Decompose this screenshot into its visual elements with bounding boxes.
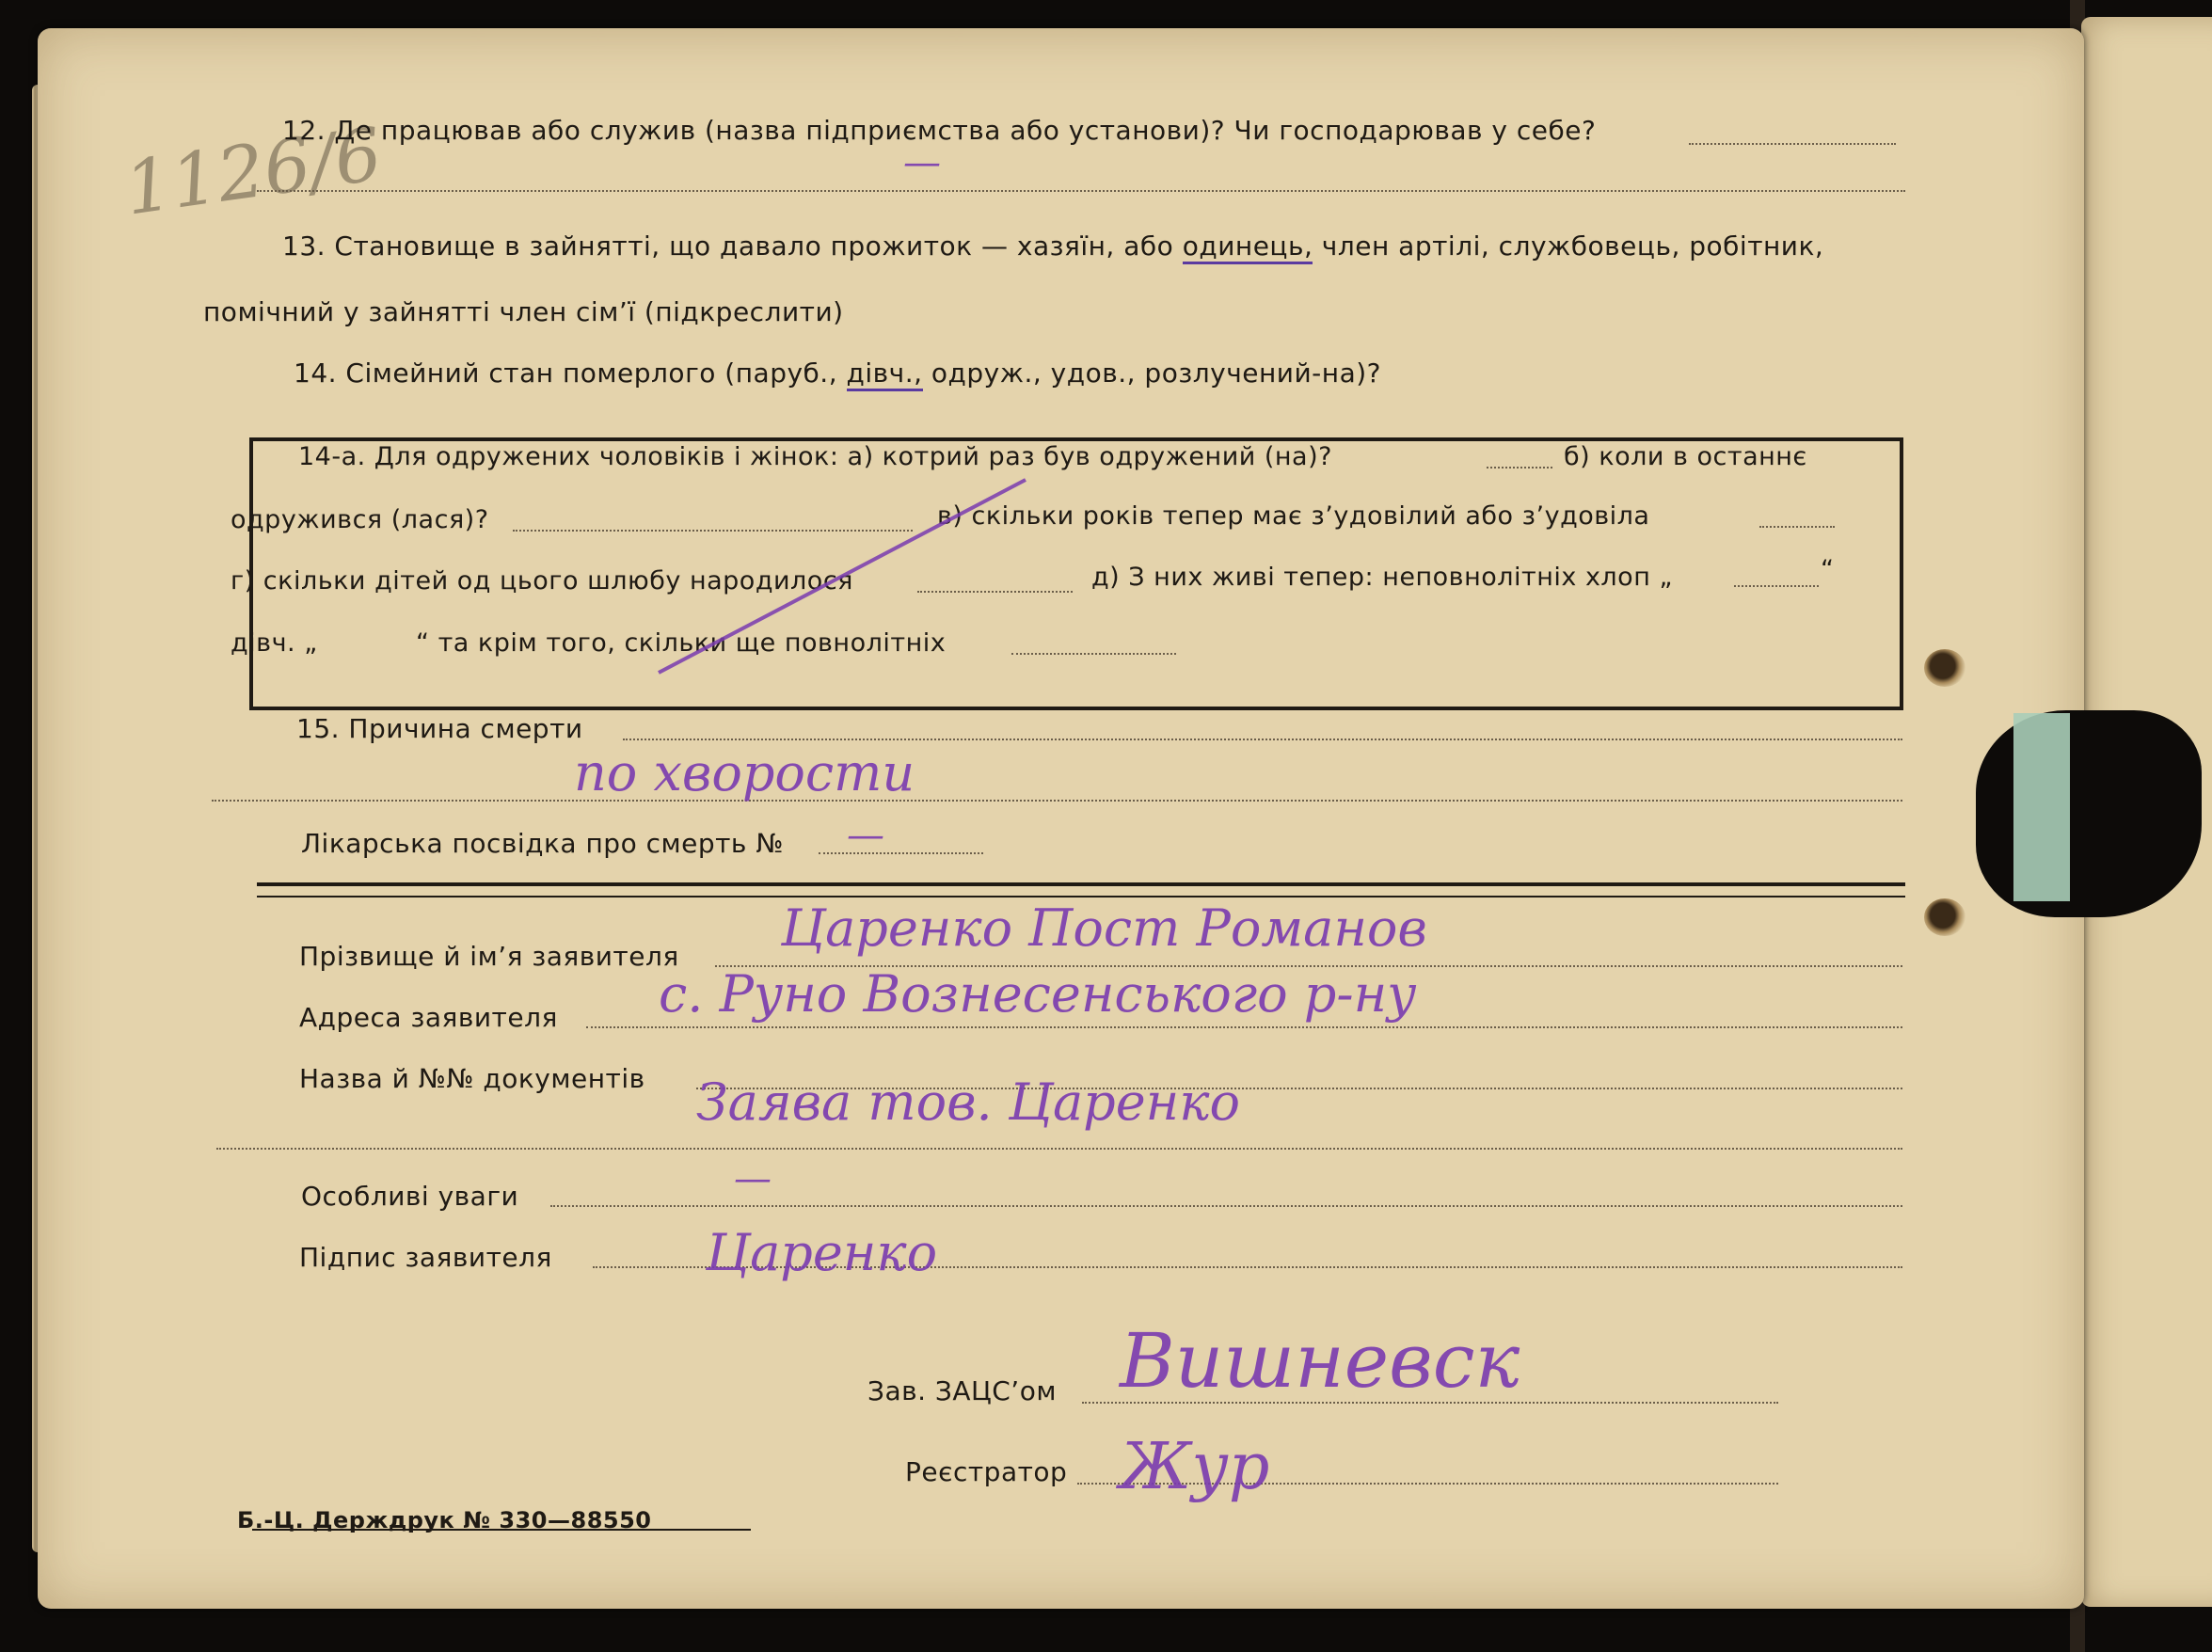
applicant-name-value: Царенко Пост Романов (781, 898, 1427, 958)
applicant-address-label: Адреса заявителя (299, 1002, 558, 1033)
q14a-line1a: 14-а. Для одружених чоловіків і жінок: а) котрий раз був одружений (на)? (298, 442, 1332, 471)
separator-bottom (257, 896, 1905, 897)
applicant-name-label: Прізвище й ім’я заявителя (299, 941, 679, 972)
q12-answer: — (903, 141, 941, 184)
q14a-line4a: дівч. „ (231, 628, 318, 658)
applicant-signature-value: Царенко (706, 1223, 938, 1282)
torn-area (1976, 710, 2202, 917)
q14-prefix: 14. Сімейний стан померлого (паруб., (294, 357, 838, 389)
q14-line (294, 357, 1381, 389)
applicant-notes-line (550, 1205, 1902, 1207)
q12-label: 12. Де працював або служив (назва підприємства або установи)? Чи господарював у себе? (282, 115, 1597, 146)
applicant-address-line (586, 1026, 1902, 1028)
q14a-dots-5 (1734, 585, 1819, 587)
archive-number: 1126/6 (119, 112, 388, 232)
applicant-address-value: с. Руно Вознесенського р-ну (659, 964, 1417, 1024)
q14-suffix: одруж., удов., розлучений-на)? (931, 357, 1382, 389)
q14a-dots-6 (1011, 653, 1176, 655)
punch-hole-1 (1924, 649, 1965, 687)
q14a-line3b: д) З них живі тепер: неповнолітніх хлоп „ (1091, 563, 1673, 592)
q14a-line3a: г) скільки дітей од цього шлюбу народилося (231, 566, 853, 596)
q15-line-1 (623, 739, 1902, 740)
applicant-docs-label: Назва й №№ документів (299, 1063, 645, 1094)
separator-top (257, 882, 1905, 886)
repair-tape (2013, 713, 2070, 901)
applicant-notes-label: Особливі уваги (301, 1181, 519, 1212)
q14a-line4b: “ та крім того, скільки ще повнолітніх (416, 628, 947, 658)
applicant-docs-line-2 (216, 1148, 1902, 1150)
q14a-line2a: одружився (лася)? (231, 505, 489, 534)
applicant-docs-value: Заява тов. Царенко (696, 1072, 1240, 1132)
q14a-line3c: “ (1821, 555, 1835, 584)
q14a-strike-line (640, 470, 1035, 687)
q15-label: 15. Причина смерти (296, 713, 583, 744)
med-cert-label: Лікарська посвідка про смерть № (301, 828, 784, 859)
med-cert-answer: — (847, 814, 884, 857)
med-cert-line (819, 852, 983, 854)
q12-line-2 (257, 190, 1905, 192)
q13-underlined: одинець, (1183, 230, 1313, 264)
registrar-label: Реєстратор (905, 1456, 1068, 1487)
registrar-signature: Жур (1120, 1430, 1270, 1504)
q14a-line1b: б) коли в останнє (1564, 442, 1807, 471)
q15-line-2 (212, 800, 1902, 802)
q13-prefix: 13. Становище в зайнятті, що давало прожиток — хазяїн, або (282, 230, 1174, 262)
imprint: Б.-Ц. Держдрук № 330—88550 (237, 1507, 652, 1533)
q14a-dots-1 (1487, 467, 1552, 469)
form-page (38, 28, 2084, 1609)
punch-hole-2 (1924, 898, 1965, 936)
q13-suffix: член артілі, службовець, робітник, (1321, 230, 1824, 262)
q13-line2: помічний у зайнятті член сім’ї (підкреслити) (203, 296, 844, 327)
q14-underlined: дівч., (847, 357, 923, 391)
q12-line (1689, 143, 1896, 145)
applicant-notes-value: — (734, 1157, 772, 1200)
head-label: Зав. ЗАЦС’ом (867, 1375, 1057, 1406)
q14a-line2b: в) скільки років тепер має з’удовілий або з’удовіла (937, 501, 1650, 531)
q14a-dots-3 (1759, 526, 1835, 528)
q15-answer: по хворости (574, 743, 915, 802)
head-signature: Вишневск (1120, 1317, 1520, 1405)
q13-line1 (282, 230, 1823, 262)
applicant-signature-label: Підпис заявителя (299, 1242, 552, 1273)
